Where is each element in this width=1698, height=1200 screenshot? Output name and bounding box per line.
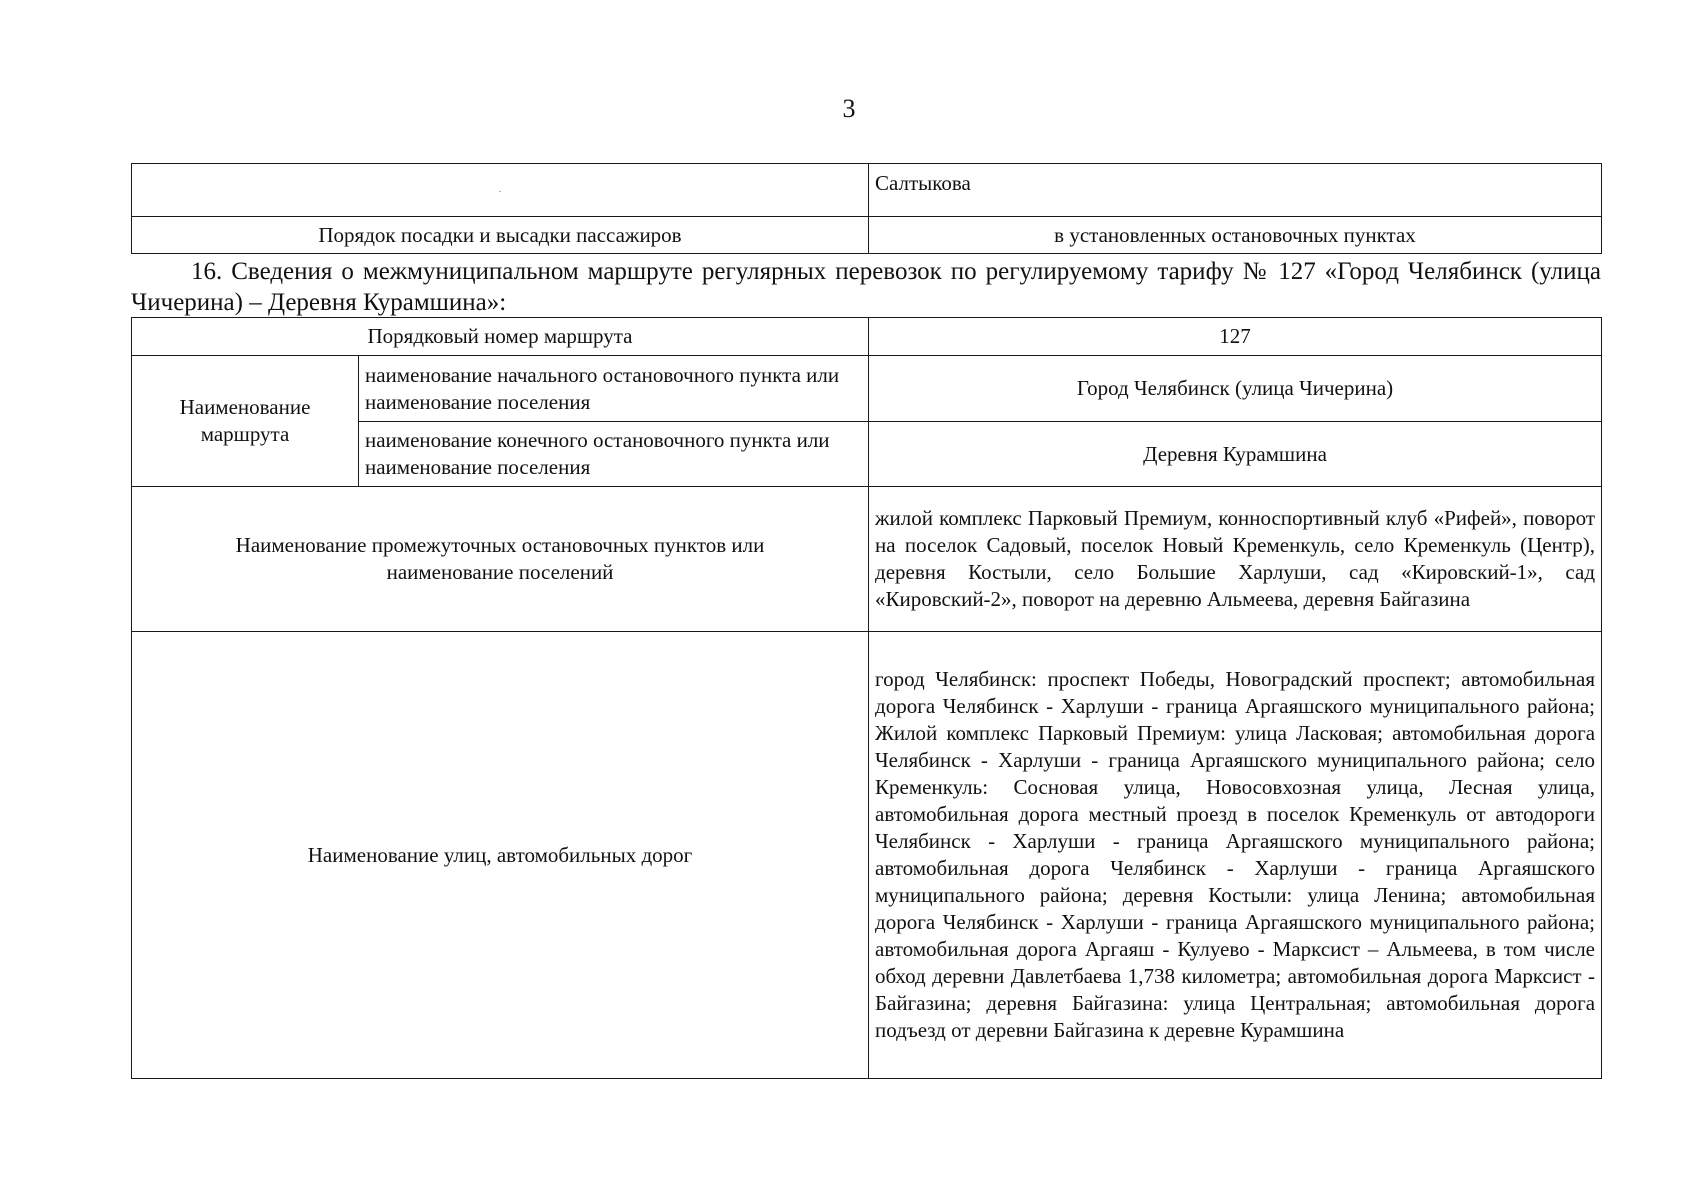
table-cell bbox=[132, 164, 869, 217]
table-row bbox=[132, 487, 1602, 632]
start-stop-label: наименование начального остановочного пункта или наименование поселения bbox=[359, 356, 869, 422]
scan-mark: · bbox=[498, 186, 502, 198]
end-stop-value: Деревня Курамшина bbox=[869, 422, 1602, 487]
page-number: 3 bbox=[842, 94, 856, 123]
table-row bbox=[132, 164, 1602, 217]
table-row bbox=[132, 217, 1602, 254]
previous-route-table bbox=[131, 163, 1602, 254]
table-row bbox=[132, 632, 1602, 1079]
route-name-label: Наименование маршрута bbox=[132, 356, 359, 487]
route-127-table bbox=[131, 317, 1602, 1079]
boarding-order-label: Порядок посадки и высадки пассажиров bbox=[132, 217, 869, 254]
route-number-label: Порядковый номер маршрута bbox=[132, 318, 869, 356]
route-number-value: 127 bbox=[869, 318, 1602, 356]
streets-value: город Челябинск: проспект Победы, Новоградский проспект; автомобильная дорога Челябинск - Харлуши - граница Аргаяшского муниципального района; Жилой комплекс Парковый Премиум: улица Ласковая; автомобильная дорога Челябинск - Харлуши - граница Аргаяшского муниципального района; село Кременкуль: Сосновая улица, Новосовхозная улица, Лесная улица, автомобильная дорога местный проезд в поселок Кременкуль от автодороги Челябинск - Харлуши - граница Аргаяшского муниципального района; автомобильная дорога Челябинск - Харлуши - граница Аргаяшского муниципального района; деревня Костыли: улица Ленина; автомобильная дорога Челябинск - Харлуши - граница Аргаяшского муниципального района; автомобильная дорога Аргаяш - Кулуево - Марксист – Альмеева, в том числе обход деревни Давлетбаева 1,738 километра; автомобильная дорога Марксист - Байгазина; деревня Байгазина: улица Центральная; автомобильная дорога подъезд от деревни Байгазина к деревне Курамшина bbox=[869, 632, 1602, 1079]
table-row bbox=[132, 356, 1602, 422]
intermediate-stops-value: жилой комплекс Парковый Премиум, конноспортивный клуб «Рифей», поворот на поселок Садовый, поселок Новый Кременкуль, село Кременкуль (Центр), деревня Костыли, село Большие Харлуши, сад «Кировский-1», сад «Кировский-2», поворот на деревню Альмеева, деревня Байгазина bbox=[869, 487, 1602, 632]
intermediate-stops-label: Наименование промежуточных остановочных пунктов или наименование поселений bbox=[132, 487, 869, 632]
table-cell: Салтыкова bbox=[869, 164, 1602, 217]
boarding-order-value: в установленных остановочных пунктах bbox=[869, 217, 1602, 254]
table-row bbox=[132, 318, 1602, 356]
end-stop-label: наименование конечного остановочного пункта или наименование поселения bbox=[359, 422, 869, 487]
section-heading: 16. Сведения о межмуниципальном маршруте регулярных перевозок по регулируемому тарифу № 127 «Город Челябинск (улица Чичерина) – Деревня Курамшина»: bbox=[131, 258, 1601, 316]
streets-label: Наименование улиц, автомобильных дорог bbox=[132, 632, 869, 1079]
start-stop-value: Город Челябинск (улица Чичерина) bbox=[869, 356, 1602, 422]
